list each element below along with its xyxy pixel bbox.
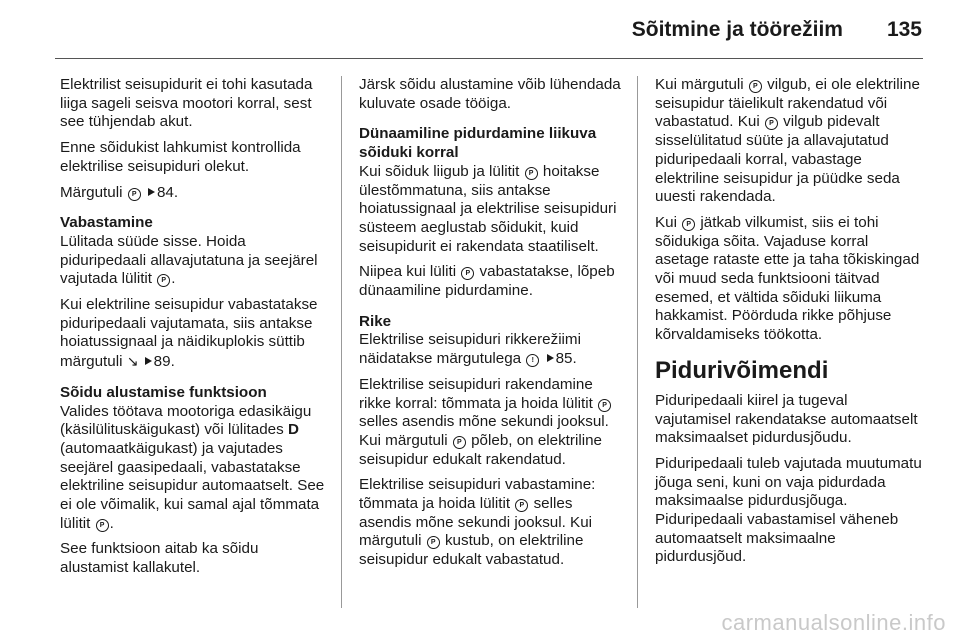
reference-arrow-icon — [547, 354, 554, 362]
paragraph: Kui märgutuli P vilgub, ei ole elektriline seisupidur täielikult rakendatud või vabastatud. Kui P vilgub pidevalt sisselülitatud süüte ja allavajutatud piduripedaali korral, vabastage elektriline seisupidur ja püüdke seda uuesti rakendada. — [655, 76, 920, 206]
page-number: 135 — [886, 18, 922, 41]
column-3 — [655, 76, 923, 574]
brake-icon: P — [525, 167, 538, 180]
paragraph: Enne sõidukist lahkumist kontrollida elektrilise seisupiduri olekut. — [60, 139, 301, 175]
brake-icon: P — [682, 218, 695, 231]
paragraph: Niipea kui lüliti P vabastatakse, lõpeb dünaamiline pidurdamine. — [359, 263, 615, 300]
column-divider — [637, 76, 638, 608]
paragraph: See funktsioon aitab ka sõidu alustamist kallakutel. — [60, 540, 259, 577]
fault-icon: ! — [526, 354, 539, 367]
paragraph: Valides töötava mootoriga edasikäigu (käsilülituskäigukast) või lülitades D (automaatkäigukast) ja vajutades seejärel gaasipedaali, vabastatakse elektriline seisupidur automaatselt. See ei ole võimalik, kui samal ajal tõmmata lülitit P . — [60, 402, 325, 532]
paragraph: Elektrilist seisupidurit ei tohi kasutada liiga sageli seisva mootori korral, sest see tühjendab akut. — [60, 76, 313, 131]
reference-arrow-icon — [145, 357, 152, 365]
section-heading: Rike — [359, 312, 392, 330]
car-warning-icon: ↘ — [126, 353, 139, 370]
column-2 — [359, 76, 627, 577]
paragraph: Kui P jätkab vilkumist, siis ei tohi sõidukiga sõita. Vajaduse korral asetage rataste ette ja taha tõkiskingad või muud seda funktsiooni täitvad esemed, et vältida sõiduki liikuma hakkamist. Pöörduda rikke põhjuse kõrvaldamiseks töökotta. — [655, 213, 920, 344]
reference-arrow-icon — [148, 188, 155, 196]
brake-icon: P — [453, 436, 466, 449]
brake-icon: P — [427, 536, 440, 549]
brake-icon: P — [96, 519, 109, 532]
paragraph: Elektrilise seisupiduri vabastamine: tõmmata ja hoida lülitit P selles asendis mõne sekundi jooksul. Kui märgutuli P kustub, on elektriline seisupidur edukalt vabastatud. — [359, 476, 596, 569]
paragraph: Piduripedaali kiirel ja tugeval vajutamisel rakendatakse automaatselt maksimaalset pidurdusjõudu. — [655, 391, 918, 447]
brake-icon: P — [765, 117, 778, 130]
header-rule — [55, 58, 923, 59]
watermark: carmanualsonline.info — [721, 610, 946, 635]
section-heading: Dünaamiline pidurdamine liikuva sõiduki korral — [359, 125, 597, 162]
section-title: Pidurivõimendi — [655, 356, 829, 384]
section-heading: Sõidu alustamise funktsioon — [60, 383, 267, 401]
column-divider — [341, 76, 342, 608]
page-header — [632, 18, 922, 42]
brake-icon: P — [128, 188, 141, 201]
paragraph: Lülitada süüde sisse. Hoida piduripedaali allavajutatuna ja seejärel vajutada lülitit P . — [60, 232, 318, 288]
paragraph: Järsk sõidu alustamine võib lühendada kuluvate osade tööiga. — [359, 76, 621, 112]
paragraph: Kui elektriline seisupidur vabastatakse piduripedaali vajutamata, siis antakse hoiatussignaal ja näidikuplokis süttib märgutuli ↘ 89. — [60, 296, 318, 371]
paragraph: Elektrilise seisupiduri rakendamine rikke korral: tõmmata ja hoida lülitit P selles asendis mõne sekundi jooksul. Kui märgutuli P põleb, on elektriline seisupidur edukalt rakendatud. — [359, 376, 627, 470]
paragraph: Kui sõiduk liigub ja lülitit P hoitakse ülestõmmatuna, siis antakse hoiatussignaal ja elektrilise seisupiduri süsteem aeglustab sõidukit, kuid seisupidurit ei rakendata staatiliselt. — [359, 162, 617, 255]
page-title: Sõitmine ja töörežiim — [631, 18, 843, 41]
column-1 — [60, 76, 328, 585]
brake-icon: P — [515, 499, 528, 512]
brake-icon: P — [598, 399, 611, 412]
paragraph: Piduripedaali tuleb vajutada muutumatu jõuga seni, kuni on vaja pidurdada maksimaalse pidurdusjõuga. Piduripedaali vabastamisel väheneb automaatselt maksimaalne pidurdusjõud. — [655, 454, 922, 566]
section-heading: Vabastamine — [60, 214, 153, 232]
brake-icon: P — [157, 274, 170, 287]
paragraph: Märgutuli P 84. — [60, 183, 179, 201]
paragraph: Elektrilise seisupiduri rikkerežiimi näidatakse märgutulega ! 85. — [359, 331, 581, 368]
brake-icon: P — [749, 80, 762, 93]
brake-icon: P — [461, 267, 474, 280]
